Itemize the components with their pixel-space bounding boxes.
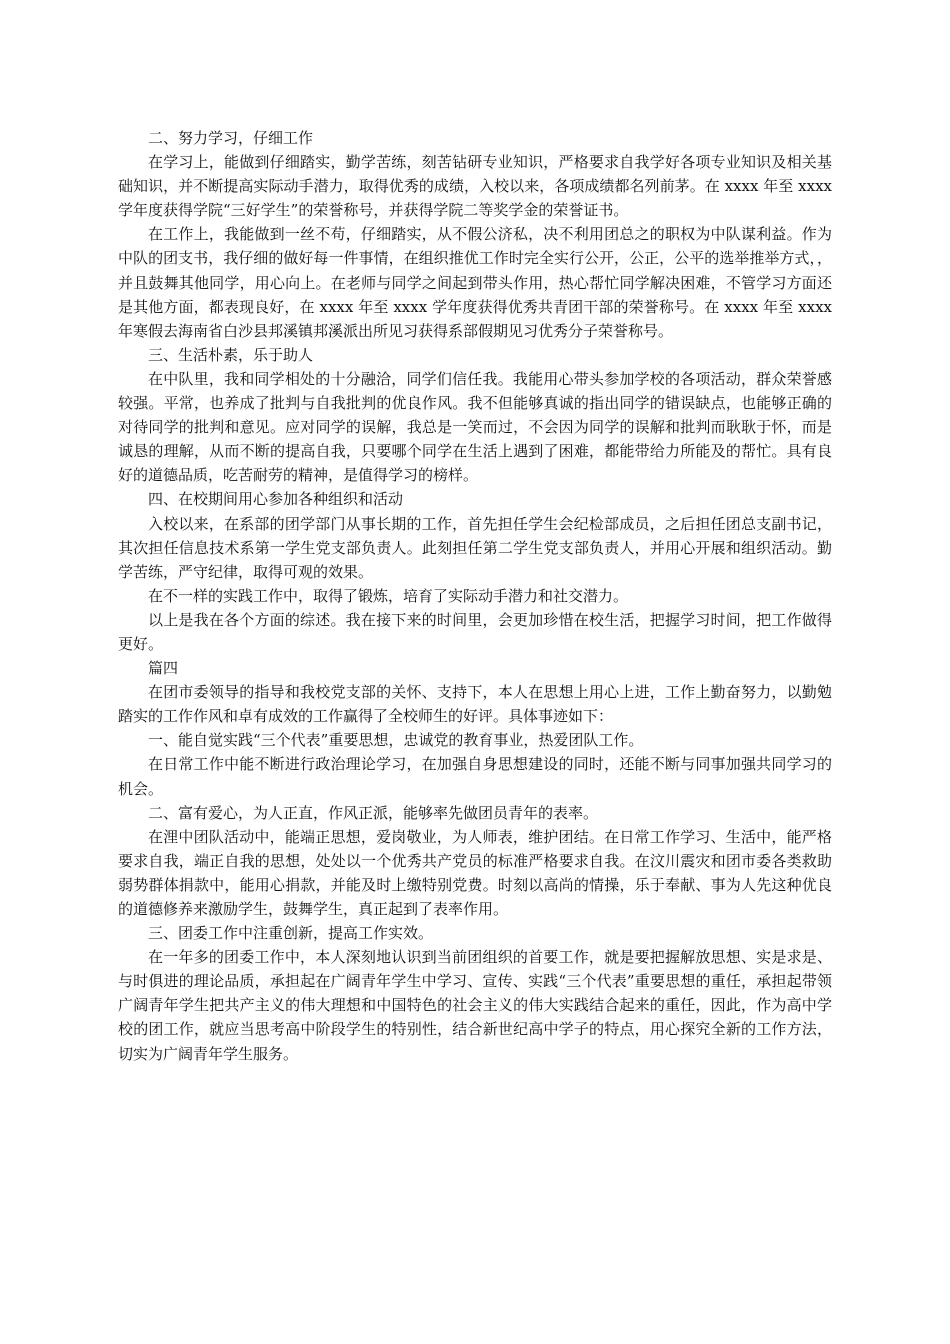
section-heading: 四、在校期间用心参加各种组织和活动: [148, 490, 404, 509]
section-heading: 二、富有爱心，为人正直，作风正派，能够率先做团员青年的表率。: [148, 803, 599, 822]
body-paragraph: 入校以来，在系部的团学部门从事长期的工作，首先担任学生会纪检部成员，之后担任团总支副书记，其次担任信息技术系第一学生党支部负责人。此刻担任第二学生党支部负责人，并用心开展和组织活动。勤学苦练，严守纪律，取得可观的效果。: [118, 514, 832, 581]
body-paragraph: 以上是我在各个方面的综述。我在接下来的时间里，会更加珍惜在校生活，把握学习时间，把工作做得更好。: [118, 610, 832, 653]
body-paragraph: 在学习上，能做到仔细踏实，勤学苦练，刻苦钻研专业知识，严格要求自我学好各项专业知识及相关基础知识，并不断提高实际动手潜力，取得优秀的成绩，入校以来，各项成绩都名列前茅。在 xxxx 年至 xxxx 学年度获得学院“三好学生”的荣誉称号，并获得学院二等奖学金的荣誉证书。: [118, 153, 832, 220]
body-paragraph: 在工作上，我能做到一丝不苟，仔细踏实，从不假公济私，决不利用团总之的职权为中队谋利益。作为中队的团支书，我仔细的做好每一件事情，在组织推优工作时完全实行公开，公正，公平的选举推举方式，，并且鼓舞其他同学，用心向上。在老师与同学之间起到带头作用，热心帮忙同学解决困难，不管学习方面还是其他方面，都表现良好，在 xxxx 年至 xxxx 学年度获得优秀共青团干部的荣誉称号。在 xxxx 年至 xxxx 年寒假去海南省白沙县邦溪镇邦溪派出所见习获得系部假期见习优秀分子荣誉称号。: [118, 225, 832, 340]
section-heading: 一、能自觉实践“三个代表”重要思想，忠诚党的教育事业，热爱团队工作。: [148, 731, 644, 750]
body-paragraph: 在中队里，我和同学相处的十分融洽，同学们信任我。我能用心带头参加学校的各项活动，群众荣誉感较强。平常，也养成了批判与自我批判的优良作风。我不但能够真诚的指出同学的错误缺点，也能够正确的对待同学的批判和意见。应对同学的误解，我总是一笑而过，不会因为同学的误解和批判而耿耿于怀，而是诚恳的理解，从而不断的提高自我，只要哪个同学在生活上遇到了困难，都能带给力所能及的帮忙。具有良好的道德品质，吃苦耐劳的精神，是值得学习的榜样。: [118, 369, 832, 485]
document-page: [118, 126, 832, 1066]
section-heading: 三、团委工作中注重创新，提高工作实效。: [148, 924, 434, 943]
part-heading: 篇四: [148, 659, 179, 678]
body-paragraph: 在日常工作中能不断进行政治理论学习，在加强自身思想建设的同时，还能不断与同事加强共同学习的机会。: [118, 755, 832, 798]
body-paragraph: 在一年多的团委工作中，本人深刻地认识到当前团组织的首要工作，就是要把握解放思想、实是求是、与时俱进的理论品质，承担起在广阔青年学生中学习、宣传、实践“三个代表”重要思想的重任，承担起带领广阔青年学生把共产主义的伟大理想和中国特色的社会主义的伟大实践结合起来的重任，因此，作为高中学校的团工作，就应当思考高中阶段学生的特别性，结合新世纪高中学子的特点，用心探究全新的工作方法，切实为广阔青年学生服务。: [118, 948, 832, 1063]
section-heading: 二、努力学习，仔细工作: [148, 129, 314, 147]
section-heading: 三、生活朴素，乐于助人: [148, 345, 314, 364]
body-paragraph: 在浬中团队活动中，能端正思想，爱岗敬业，为人师表，维护团结。在日常工作学习、生活中，能严格要求自我，端正自我的思想，处处以一个优秀共产党员的标准严格要求自我。在汶川震灾和团市委各类救助弱势群体捐款中，能用心捐款，并能及时上缴特别党费。时刻以高尚的情操，乐于奉献、事为人先这种优良的道德修养来激励学生，鼓舞学生，真正起到了表率作用。: [118, 827, 832, 918]
body-paragraph: 在不一样的实践工作中，取得了锻炼，培育了实际动手潜力和社交潜力。: [148, 586, 629, 605]
body-paragraph: 在团市委领导的指导和我校党支部的关怀、支持下，本人在思想上用心上进，工作上勤奋努力，以勤勉踏实的工作作风和卓有成效的工作赢得了全校师生的好评。具体事迹如下：: [118, 683, 832, 726]
